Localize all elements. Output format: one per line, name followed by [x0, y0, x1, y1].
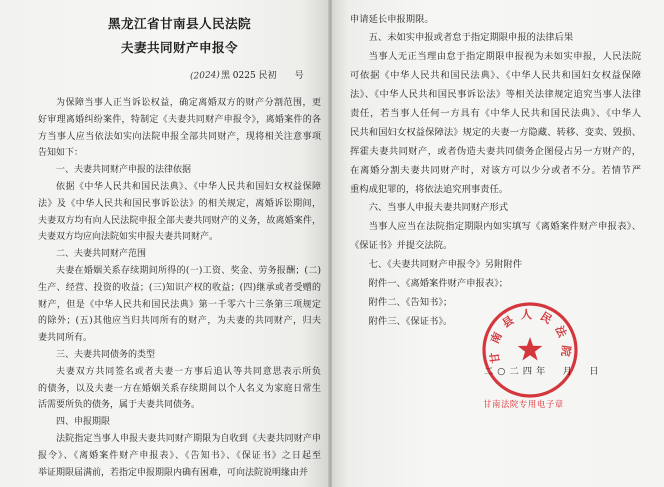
text-line: 在离婚分割夫妻共同财产时，对该方可以少分或者不分。若情节严	[350, 164, 641, 176]
text-line: 方当事人应当依法如实向法院申报全部共同财产，现将相关注意事项	[38, 131, 321, 142]
section-heading: 一、夫妻共同财产申报的法律依据	[56, 165, 192, 176]
case-number-year-handwritten: (2024)	[189, 70, 221, 82]
case-number	[190, 69, 304, 83]
text-line: 申请延长申报期限。	[350, 13, 434, 25]
paragraph	[38, 364, 321, 414]
text-line: 夫妻双方共同签名或者夫妻一方事后追认等共同意思表示所负	[56, 366, 321, 377]
seal-caption: 甘南法院专用电子章	[483, 399, 564, 409]
text-line: 夫妻双方均应向法院如实申报夫妻共同财产。	[38, 232, 219, 243]
text-line: 的除外；(五)其他应当归共同所有的财产，为夫妻的共同财产，归夫	[38, 316, 321, 327]
section-heading: 五、未如实申报或者怠于指定期限申报的法律后果	[368, 32, 574, 44]
text-line: 重构成犯罪的，将依法追究刑事责任。	[350, 183, 509, 195]
text-line: 夫妻在婚姻关系存续期间所得的(一)工资、奖金、劳务报酬；(二)	[56, 265, 321, 276]
document-title: 夫妻共同财产申报令	[121, 40, 238, 55]
section-heading: 二、夫妻共同财产范围	[56, 249, 147, 260]
section-heading: 四、申报期限	[56, 417, 111, 428]
official-seal	[478, 298, 582, 402]
right-page-body	[350, 11, 641, 332]
section-heading: 三、夫妻共同债务的类型	[56, 349, 156, 360]
paragraph	[38, 431, 321, 481]
court-name-title: 黑龙江省甘南县人民法院	[108, 16, 251, 31]
paragraph	[38, 263, 321, 347]
text-line: 举证期限届满前，若指定申报期限内确有困难，可向法院说明缘由并	[38, 467, 309, 478]
text-line: 报令》、《离婚案件财产申报表》、《告知书》、《保证书》之日起至	[38, 450, 321, 461]
text-line: 生产、经营、投资的收益；(三)知识产权的收益；(四)继承或者受赠的	[38, 282, 321, 293]
seal-arc-textpath: 甘南县人民法院	[487, 307, 573, 365]
text-line: 附件二、《告知书》；	[368, 296, 453, 308]
section-heading: 六、当事人申报夫妻共同财产形式	[368, 202, 509, 214]
text-line: 妻共同所有。	[38, 333, 93, 344]
paragraph	[38, 179, 321, 246]
text-line: 依据《中华人民共和国民法典》、《中华人民共和国妇女权益保障	[56, 181, 321, 192]
section-heading: 七、《夫妻共同财产申报令》另附附件	[368, 259, 522, 271]
text-line: 法》、《中华人民共和国民事诉讼法》等相关法律规定追究当事人法律	[350, 89, 641, 101]
text-line: 活需要所负的债务，属于夫妻共同债务。	[38, 400, 201, 411]
paragraph	[350, 275, 641, 294]
text-line: 法》及《中华人民共和国民事诉讼法》的相关规定，离婚诉讼期间，	[38, 198, 321, 209]
text-line: 告知如下：	[38, 148, 84, 159]
paragraph	[38, 95, 321, 162]
text-line: 附件三、《保证书》。	[368, 315, 453, 327]
signing-date: 二○二四年 月 日	[484, 366, 603, 377]
text-line: 为保障当事人正当诉讼权益，确定离婚双方的财产分割范围，更	[56, 98, 321, 108]
text-line: 附件一、《离婚案件财产申报表》；	[368, 277, 509, 289]
text-line: 可依据《中华人民共和国民法典》、《中华人民共和国妇女权益保障	[350, 70, 641, 82]
text-line: 夫妻双方均有向人民法院申报全部夫妻共同财产的义务，故离婚案件，	[38, 215, 321, 226]
text-line: 当事人应当在法院指定期限内如实填写《离婚案件财产申报表》、	[368, 221, 641, 233]
text-line: 法院指定当事人申报夫妻共同财产期限为自收到《夫妻共同财产申	[56, 433, 321, 444]
text-line: 挥霍夫妻共同财产，或者伪造夫妻共同债务企图侵占另一方财产的，	[350, 145, 641, 157]
text-line: 好审理离婚纠纷案件，特制定《夫妻共同财产申报令》，离婚案件的各	[38, 114, 321, 125]
text-line: 《保证书》并提交法院。	[350, 240, 453, 252]
paragraph	[350, 48, 641, 199]
text-line: 财产，但是《中华人民共和国民法典》第一千零六十三条第三项规定	[38, 299, 321, 310]
star-icon	[518, 337, 543, 361]
text-line: 责任，若当事人任何一方具有《中华人民共和国民法典》、《中华人	[350, 107, 641, 119]
paragraph-continuation	[350, 11, 641, 30]
left-page-body	[38, 95, 321, 481]
text-line: 民共和国妇女权益保障法》规定的夫妻一方隐藏、转移、变卖、毁损、	[350, 126, 641, 138]
text-line: 当事人无正当理由怠于指定期限申报视为未如实申报，人民法院	[368, 51, 641, 63]
left-page	[0, 0, 329, 487]
text-line: 的债务，以及夫妻一方在婚姻关系存续期间以个人名义为家庭日常生	[38, 383, 321, 394]
paragraph	[350, 218, 641, 256]
case-number-printed: 黑 0225 民初 号	[220, 71, 304, 81]
